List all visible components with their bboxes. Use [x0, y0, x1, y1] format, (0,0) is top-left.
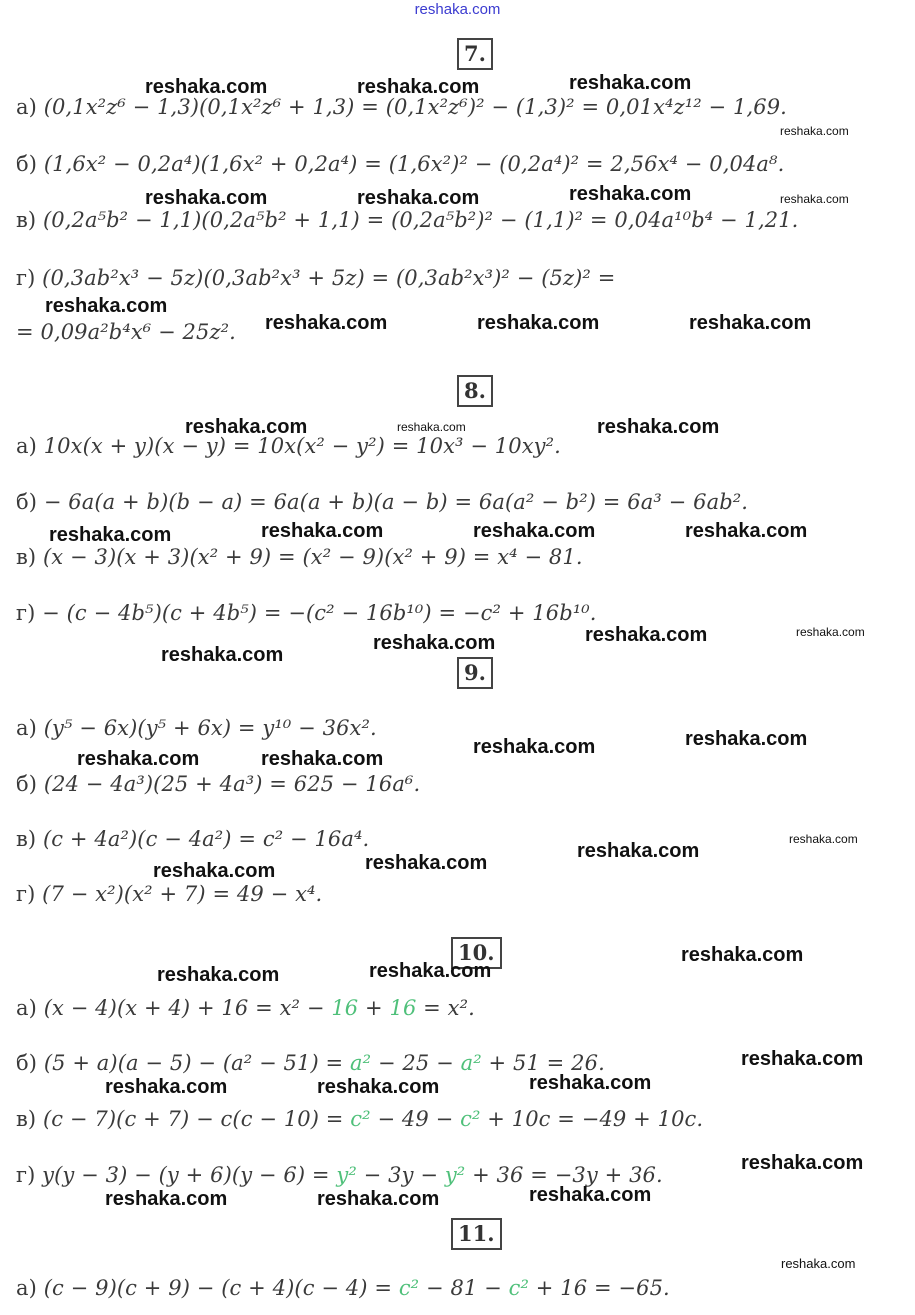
item-label: = [16, 320, 41, 344]
watermark-text: reshaka.com [741, 1048, 864, 1070]
cancelled-term: c² [460, 1107, 481, 1131]
watermark-text: reshaka.com [145, 187, 268, 209]
solution-line [16, 827, 369, 851]
item-label: в) [16, 208, 43, 232]
watermark-text: reshaka.com [45, 295, 168, 317]
expression-part: (1,6x² − 0,2a⁴)(1,6x² + 0,2a⁴) = (1,6x²)² − (0,2a⁴)² = 2,56x⁴ − 0,04a⁸. [43, 152, 785, 176]
expression-part: + 51 = 26. [481, 1051, 605, 1075]
expression [42, 882, 322, 906]
task-number: 10. [451, 937, 502, 969]
cancelled-term: y² [444, 1163, 466, 1187]
expression-part: (5 + a)(a − 5) − (a² − 51) = [43, 1051, 351, 1075]
expression-part: (c − 9)(c + 9) − (c + 4)(c − 4) = [43, 1276, 399, 1300]
expression-part: − 3y − [356, 1163, 445, 1187]
item-label: а) [16, 1276, 44, 1300]
watermark-text: reshaka.com [185, 416, 308, 438]
solution-line [16, 996, 475, 1020]
watermark-text: reshaka.com [317, 1188, 440, 1210]
expression-part: − 25 − [371, 1051, 461, 1075]
task-number: 7. [457, 38, 493, 70]
expression-part: (x − 4)(x + 4) + 16 = x² − [43, 996, 332, 1020]
expression-part: (c − 7)(c + 7) − c(c − 10) = [43, 1107, 351, 1131]
watermark-text: reshaka.com [569, 72, 692, 94]
watermark-text: reshaka.com [105, 1188, 228, 1210]
expression-part: (y⁵ − 6x)(y⁵ + 6x) = y¹⁰ − 36x². [43, 716, 377, 740]
expression-part: (24 − 4a³)(25 + 4a³) = 625 − 16a⁶. [43, 772, 421, 796]
task-number: 8. [457, 375, 493, 407]
watermark-text: reshaka.com [365, 852, 488, 874]
expression [43, 1107, 703, 1131]
watermark-text: reshaka.com [741, 1152, 864, 1174]
site-link[interactable]: reshaka.com [414, 1, 501, 18]
expression-part: = x². [416, 996, 475, 1020]
watermark-text: reshaka.com [157, 964, 280, 986]
watermark-text: reshaka.com [529, 1072, 652, 1094]
solution-line [16, 266, 615, 290]
expression-part: (0,2a⁵b² − 1,1)(0,2a⁵b² + 1,1) = (0,2a⁵b²)² − (1,1)² = 0,04a¹⁰b⁴ − 1,21. [43, 208, 799, 232]
item-label: а) [16, 716, 44, 740]
expression-part: (x − 3)(x + 3)(x² + 9) = (x² − 9)(x² + 9) = x⁴ − 81. [43, 545, 583, 569]
cancelled-term: a² [350, 1051, 372, 1075]
watermark-text: reshaka.com [577, 840, 700, 862]
solution-line [16, 772, 420, 796]
item-label: а) [16, 434, 44, 458]
item-label: б) [16, 490, 44, 514]
task-number: 9. [457, 657, 493, 689]
watermark-text: reshaka.com [369, 960, 492, 982]
watermark-text: reshaka.com [261, 748, 384, 770]
solution-line [16, 601, 597, 625]
expression-part: (7 − x²)(x² + 7) = 49 − x⁴. [42, 882, 323, 906]
expression [44, 152, 785, 176]
item-label: б) [16, 1051, 44, 1075]
expression-part: + 16 = −65. [529, 1276, 670, 1300]
watermark-text: reshaka.com [153, 860, 276, 882]
item-label: г) [16, 601, 43, 625]
expression-part: 0,09a²b⁴x⁶ − 25z². [40, 320, 236, 344]
watermark-text: reshaka.com [145, 76, 268, 98]
item-label: в) [16, 1107, 43, 1131]
cancelled-term: a² [460, 1051, 482, 1075]
watermark-text: reshaka.com [357, 76, 480, 98]
expression-part: + 36 = −3y + 36. [465, 1163, 663, 1187]
expression-part: (c + 4a²)(c − 4a²) = c² − 16a⁴. [43, 827, 370, 851]
watermark-text: reshaka.com [685, 728, 808, 750]
cancelled-term: c² [508, 1276, 530, 1300]
expression-part: − (c − 4b⁵)(c + 4b⁵) = −(c² − 16b¹⁰) = −c² + 16b¹⁰. [42, 601, 597, 625]
task-number: 11. [451, 1218, 502, 1250]
solution-line [16, 1051, 605, 1075]
watermark-text: reshaka.com [261, 520, 384, 542]
watermark-text: reshaka.com [689, 312, 812, 334]
solution-line [16, 1276, 670, 1300]
watermark-text: reshaka.com [397, 420, 466, 434]
solution-line [16, 1107, 703, 1131]
solution-line [16, 152, 784, 176]
expression [44, 1051, 605, 1075]
item-label: б) [16, 152, 44, 176]
watermark-text: reshaka.com [569, 183, 692, 205]
watermark-text: reshaka.com [265, 312, 388, 334]
expression-part: − 6a(a + b)(b − a) = 6a(a + b)(a − b) = 6a(a² − b²) = 6a³ − 6ab². [43, 490, 749, 514]
watermark-text: reshaka.com [780, 124, 849, 138]
expression [43, 208, 798, 232]
watermark-text: reshaka.com [49, 524, 172, 546]
watermark-text: reshaka.com [357, 187, 480, 209]
expression [44, 1276, 670, 1300]
expression-part: − 49 − [370, 1107, 461, 1131]
item-label: г) [16, 882, 43, 906]
watermark-text: reshaka.com [597, 416, 720, 438]
expression [42, 601, 596, 625]
watermark-text: reshaka.com [685, 520, 808, 542]
item-label: г) [16, 266, 43, 290]
watermark-text: reshaka.com [796, 625, 865, 639]
item-label: б) [16, 772, 44, 796]
expression [42, 266, 615, 290]
watermark-text: reshaka.com [373, 632, 496, 654]
solution-line [16, 208, 798, 232]
solution-line [16, 716, 377, 740]
expression-part: + 10c = −49 + 10c. [480, 1107, 704, 1131]
watermark-text: reshaka.com [780, 192, 849, 206]
watermark-text: reshaka.com [473, 520, 596, 542]
watermark-text: reshaka.com [529, 1184, 652, 1206]
cancelled-term: 16 [331, 996, 359, 1020]
cancelled-term: y² [336, 1163, 357, 1187]
cancelled-term: 16 [389, 996, 417, 1020]
watermark-text: reshaka.com [681, 944, 804, 966]
expression-part: (0,1x²z⁶ − 1,3)(0,1x²z⁶ + 1,3) = (0,1x²z⁶)² − (1,3)² = 0,01x⁴z¹² − 1,69. [43, 95, 787, 119]
watermark-text: reshaka.com [781, 1256, 856, 1271]
expression [44, 716, 377, 740]
expression [44, 996, 475, 1020]
solution-line [16, 320, 236, 344]
watermark-text: reshaka.com [77, 748, 200, 770]
expression [44, 772, 420, 796]
watermark-text: reshaka.com [585, 624, 708, 646]
watermark-text: reshaka.com [317, 1076, 440, 1098]
expression-part: + [358, 996, 390, 1020]
cancelled-term: c² [398, 1276, 420, 1300]
watermark-text: reshaka.com [161, 644, 284, 666]
solution-line [16, 490, 748, 514]
cancelled-term: c² [350, 1107, 371, 1131]
watermark-text: reshaka.com [477, 312, 600, 334]
expression [44, 490, 748, 514]
expression [43, 545, 583, 569]
item-label: г) [16, 1163, 43, 1187]
item-label: в) [16, 827, 43, 851]
item-label: а) [16, 996, 44, 1020]
solution-line [16, 882, 322, 906]
expression-part: − 81 − [419, 1276, 509, 1300]
expression [43, 827, 369, 851]
item-label: в) [16, 545, 43, 569]
expression-part: y(y − 3) − (y + 6)(y − 6) = [42, 1163, 337, 1187]
item-label: а) [16, 95, 44, 119]
watermark-text: reshaka.com [473, 736, 596, 758]
expression [40, 320, 235, 344]
watermark-text: reshaka.com [105, 1076, 228, 1098]
expression-part: 10x(x + y)(x − y) = 10x(x² − y²) = 10x³ − 10xy². [43, 434, 561, 458]
expression-part: (0,3ab²x³ − 5z)(0,3ab²x³ + 5z) = (0,3ab²x³)² − (5z)² = [42, 266, 616, 290]
solution-line [16, 545, 583, 569]
watermark-text: reshaka.com [789, 832, 858, 846]
